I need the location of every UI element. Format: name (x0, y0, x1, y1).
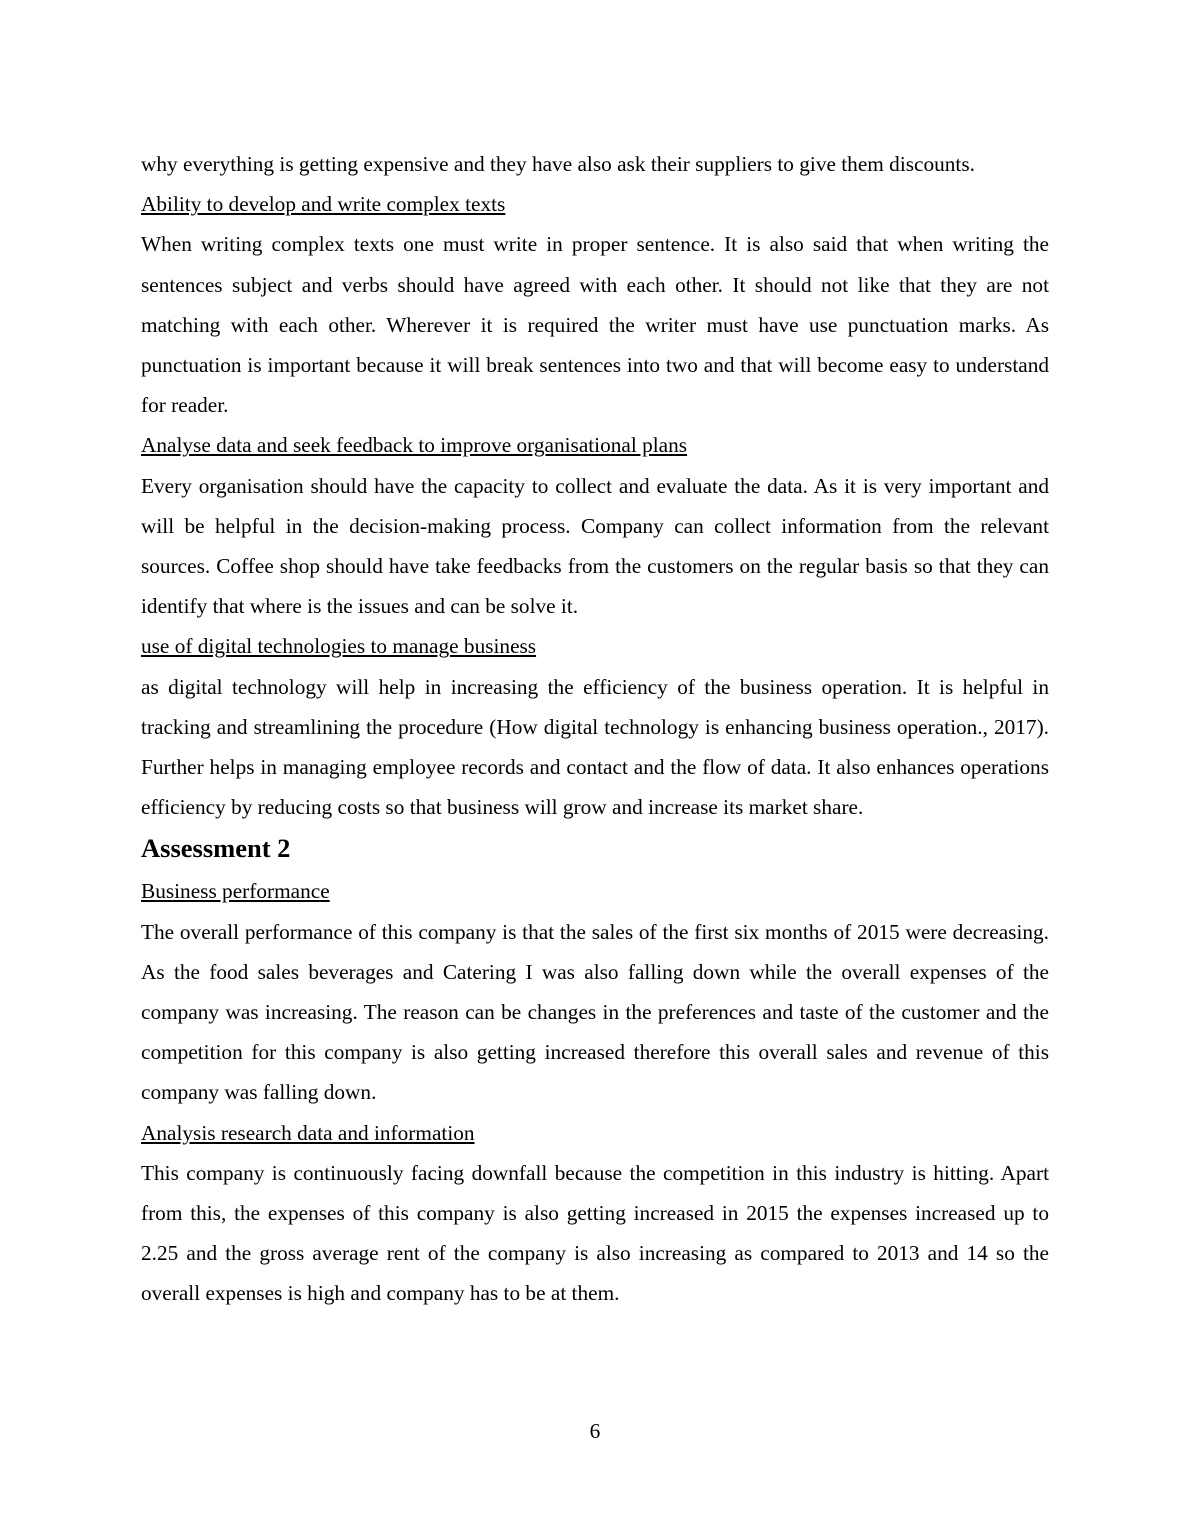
subheading-analysis-research: Analysis research data and information (141, 1120, 475, 1145)
subheading-digital-technologies: use of digital technologies to manage business (141, 634, 537, 659)
paragraph-digital-technologies: as digital technology will help in increasing the efficiency of the business operation. It is helpful in tracking and streamlining the procedure (How digital technology is enhancing business operation., 2017). Further helps in managing employee records and contact and the flow of data. It also enhances operations efficiency by reducing costs so that business will grow and increase its market share. (141, 674, 1049, 820)
heading-assessment-2: Assessment 2 (141, 833, 291, 864)
paragraph-business-performance: The overall performance of this company is that the sales of the first six months of 2015 were decreasing. As the food sales beverages and Catering I was also falling down while the overall expenses of the company was increasing. The reason can be changes in the preferences and taste of the customer and the competition for this company is also getting increased therefore this overall sales and revenue of this company was falling down. (141, 919, 1049, 1105)
document-page (141, 144, 1049, 1314)
intro-paragraph: why everything is getting expensive and they have also ask their suppliers to give them discounts. (141, 152, 975, 176)
subheading-business-performance: Business performance (141, 879, 330, 904)
subheading-complex-texts: Ability to develop and write complex texts (141, 192, 506, 217)
subheading-analyse-data: Analyse data and seek feedback to improve organisational plans (141, 433, 688, 458)
paragraph-complex-texts: When writing complex texts one must write in proper sentence. It is also said that when writing the sentences subject and verbs should have agreed with each other. It should not like that they are not matching with each other. Wherever it is required the writer must have use punctuation marks. As punctuation is important because it will break sentences into two and that will become easy to understand for reader. (141, 232, 1049, 418)
page-number: 6 (589, 1419, 601, 1443)
paragraph-analyse-data: Every organisation should have the capacity to collect and evaluate the data. As it is very important and will be helpful in the decision-making process. Company can collect information from the relevant sources. Coffee shop should have take feedbacks from the customers on the regular basis so that they can identify that where is the issues and can be solve it. (141, 473, 1049, 619)
paragraph-analysis-research: This company is continuously facing downfall because the competition in this industry is hitting. Apart from this, the expenses of this company is also getting increased in 2015 the expenses increased up to 2.25 and the gross average rent of the company is also increasing as compared to 2013 and 14 so the overall expenses is high and company has to be at them. (141, 1160, 1049, 1306)
